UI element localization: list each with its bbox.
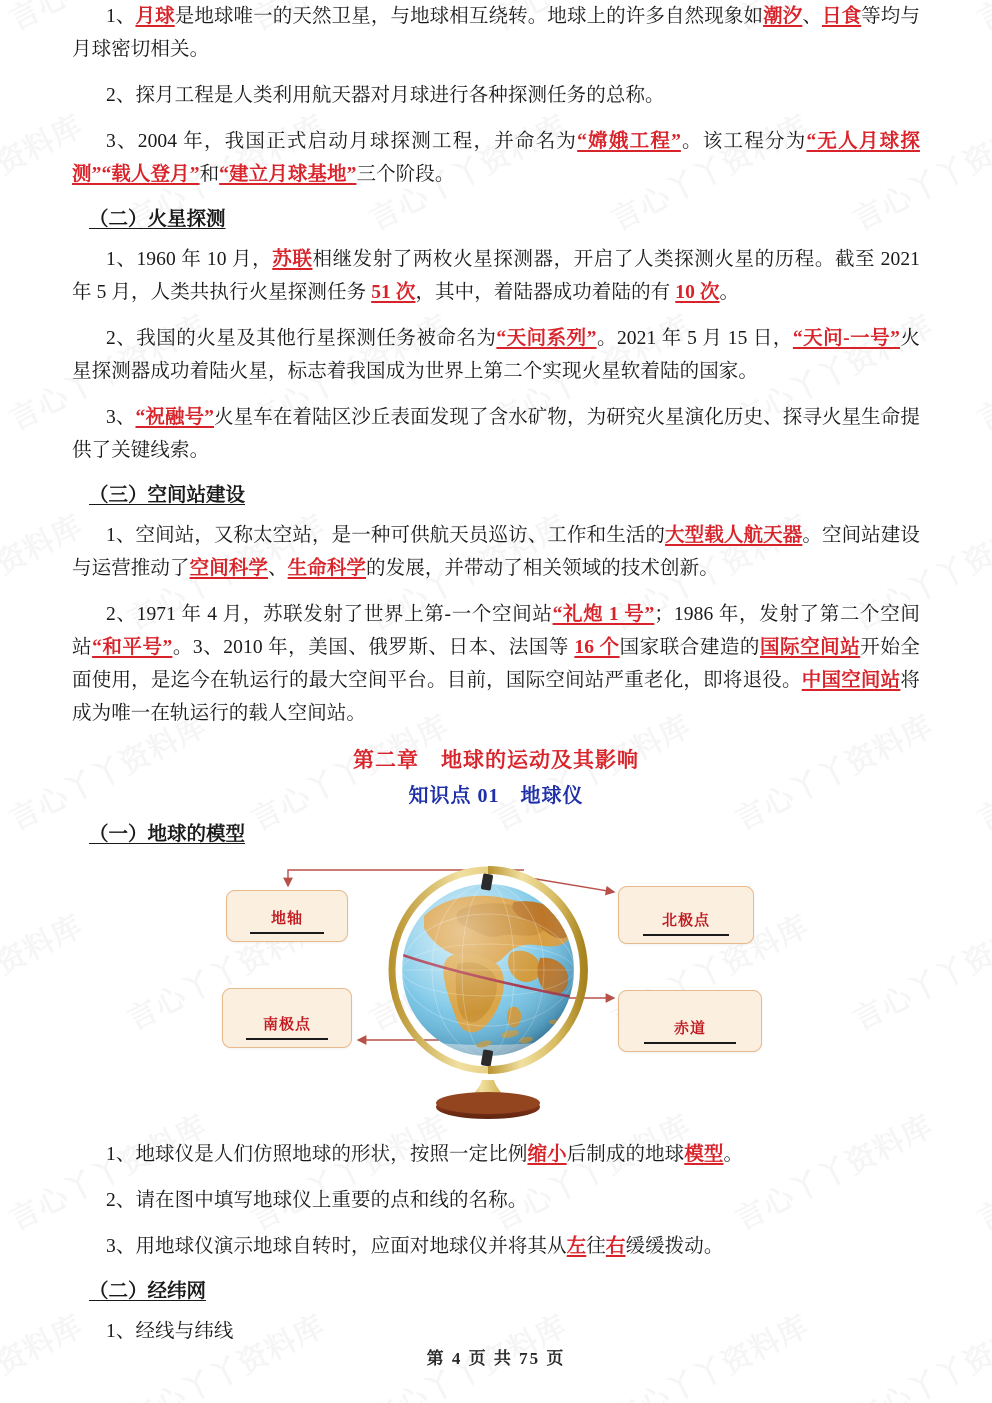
highlight-text: 日食 [821, 6, 862, 27]
paragraph [72, 1230, 920, 1263]
paragraph [72, 401, 920, 467]
paragraph-number: 1、 [106, 525, 136, 546]
highlight-text: “天问系列” [496, 328, 597, 349]
figure-label-beijidian-text: 北极点 [661, 912, 710, 929]
body-text: 2004 年，我国正式启动月球探测工程，并命名为 [137, 131, 578, 152]
paragraph [72, 1138, 920, 1171]
highlight-text: 空间科学 [189, 558, 269, 579]
body-text: 火星探测器成功着陆火星，标志着我国成为世界上第二个实现火星软着陆的国家。 [72, 328, 920, 382]
body-text: 。 [723, 1144, 744, 1165]
globe-illustration [364, 858, 622, 1120]
paragraph-number: 1、 [106, 1144, 136, 1165]
highlight-text: “嫦娥工程” [577, 131, 681, 152]
paragraph-number: 2、 [106, 85, 136, 106]
section-space-station [72, 519, 920, 730]
body-text: 开始全面使用，是迄今在轨运行的最大空间平台。目前，国际空间站严重老化，即将退役。 [72, 637, 921, 691]
highlight-text: 国际空间站 [760, 637, 861, 658]
figure-label-beijidian-blank [643, 934, 729, 936]
highlight-text: 左 [566, 1236, 587, 1257]
chapter-title: 第二章 地球的运动及其影响 [353, 748, 639, 772]
body-text: ；1986 年，发射了第二个空间站 [72, 604, 920, 658]
knowledge-point-title: 知识点 01 地球仪 [408, 785, 584, 807]
page-footer: 第 4 页 共 75 页 [426, 1349, 566, 1368]
body-text: 。2021 年 5 月 15 日， [596, 328, 793, 349]
highlight-text: “无人月球探测”“载人登月” [72, 131, 920, 185]
highlight-text: 月球 [135, 6, 175, 27]
section-moon-exploration [72, 0, 920, 191]
highlight-text: 模型 [684, 1144, 724, 1165]
highlight-text: “天问-一号” [792, 328, 900, 349]
body-text: 空间站，又称太空站，是一种可供航天员巡访、工作和生活的 [135, 525, 666, 546]
highlight-text: 苏联 [272, 249, 313, 270]
globe-figure [72, 858, 920, 1120]
highlight-text: 生命科学 [287, 558, 367, 579]
body-text: 。 [719, 282, 740, 303]
body-text: 火星车在着陆区沙丘表面发现了含水矿物，为研究火星演化历史、探寻火星生命提供了关键线索。 [72, 407, 921, 461]
body-text: 经线与纬线 [135, 1321, 234, 1342]
paragraph-number: 1、 [106, 1321, 136, 1342]
highlight-text: 右 [605, 1236, 626, 1257]
body-text: 将成为唯一在轨运行的载人空间站。 [72, 670, 920, 724]
figure-label-nanjidian-text: 南极点 [262, 1016, 311, 1033]
body-text: 是地球唯一的天然卫星，与地球相互绕转。地球上的许多自然现象如 [174, 6, 764, 27]
body-text: 国家联合建造的 [619, 637, 760, 658]
body-text: 、 [268, 558, 288, 579]
body-text: 。空间站建设与运营推动了 [72, 525, 921, 579]
highlight-text: 51 次 [371, 282, 416, 303]
body-text: 1960 年 10 月， [136, 249, 273, 270]
paragraph [72, 519, 920, 585]
figure-label-nanjidian-blank [246, 1038, 327, 1040]
body-text: 和 [199, 164, 220, 185]
heading-earth-model-text: （一）地球的模型 [89, 824, 246, 845]
body-text: ，其中，着陆器成功着陆的有 [415, 282, 676, 303]
paragraph-number: 2、 [106, 328, 137, 349]
highlight-text: “祝融号” [135, 407, 215, 428]
body-text: 用地球仪演示地球自转时，应面对地球仪并将其从 [135, 1236, 567, 1257]
heading-graticule-text: （二）经纬网 [89, 1281, 207, 1302]
paragraph [72, 243, 920, 309]
figure-label-nanjidian[interactable] [222, 988, 352, 1048]
heading-space-station-text: （三）空间站建设 [89, 485, 246, 506]
body-text: 三个阶段。 [356, 164, 455, 185]
section-mars-exploration [72, 243, 920, 467]
body-text: 。3、2010 年，美国、俄罗斯、日本、法国等 [172, 637, 575, 658]
heading-earth-model [72, 819, 920, 850]
paragraph-number: 3、 [106, 407, 136, 428]
figure-label-dizhou-blank [250, 932, 325, 934]
paragraph [72, 125, 920, 191]
heading-space-station [72, 480, 920, 511]
heading-mars-exploration [72, 204, 920, 235]
body-text: 1971 年 4 月，苏联发射了世界上第-一个空间站 [136, 604, 553, 625]
highlight-text: 潮汐 [763, 6, 803, 27]
body-text: 。该工程分为 [680, 131, 807, 152]
highlight-text: 10 次 [675, 282, 720, 303]
body-text: 缓缓拨动。 [625, 1236, 724, 1257]
highlight-text: “和平号” [92, 637, 173, 658]
heading-graticule [72, 1276, 920, 1307]
paragraph [72, 322, 920, 388]
paragraph-number: 3、 [106, 131, 138, 152]
body-text: 请在图中填写地球仪上重要的点和线的名称。 [135, 1190, 528, 1211]
figure-label-dizhou-text: 地轴 [270, 910, 303, 927]
highlight-text: 大型载人航天器 [665, 525, 803, 546]
paragraph-number: 2、 [106, 1190, 136, 1211]
paragraph-number: 3、 [106, 1236, 136, 1257]
highlight-text: 缩小 [527, 1144, 567, 1165]
figure-label-beijidian[interactable] [618, 886, 754, 944]
figure-label-dizhou[interactable] [226, 890, 348, 942]
paragraph [72, 598, 920, 730]
body-text: 相继发射了两枚火星探测器，开启了人类探测火星的历程。截至 2021 年 5 月，人类共执行火星探测任务 [72, 249, 921, 303]
paragraph [72, 79, 920, 112]
heading-mars-text: （二）火星探测 [89, 209, 226, 230]
body-text: 探月工程是人类利用航天器对月球进行各种探测任务的总称。 [135, 85, 665, 106]
body-text: 、 [802, 6, 822, 27]
paragraph-number: 2、 [106, 604, 137, 625]
body-text: 后制成的地球 [566, 1144, 685, 1165]
figure-label-chidao[interactable] [618, 990, 762, 1052]
paragraph-number: 1、 [106, 249, 137, 270]
body-text: 等均与月球密切相关。 [72, 6, 921, 60]
paragraph [72, 0, 920, 66]
highlight-text: “礼炮 1 号” [552, 604, 655, 625]
section-earth-model-items [72, 1138, 920, 1263]
figure-label-chidao-text: 赤道 [673, 1020, 706, 1037]
figure-label-chidao-blank [644, 1042, 736, 1044]
highlight-text: “建立月球基地” [219, 164, 357, 185]
body-text: 我国的火星及其他行星探测任务被命名为 [136, 328, 497, 349]
highlight-text: 中国空间站 [801, 670, 901, 691]
paragraph [72, 1184, 920, 1217]
highlight-text: 16 个 [574, 637, 620, 658]
body-text: 地球仪是人们仿照地球的形状，按照一定比例 [135, 1144, 528, 1165]
body-text: 的发展，并带动了相关领域的技术创新。 [366, 558, 719, 579]
body-text: 往 [586, 1236, 606, 1257]
paragraph-number: 1、 [106, 6, 136, 27]
